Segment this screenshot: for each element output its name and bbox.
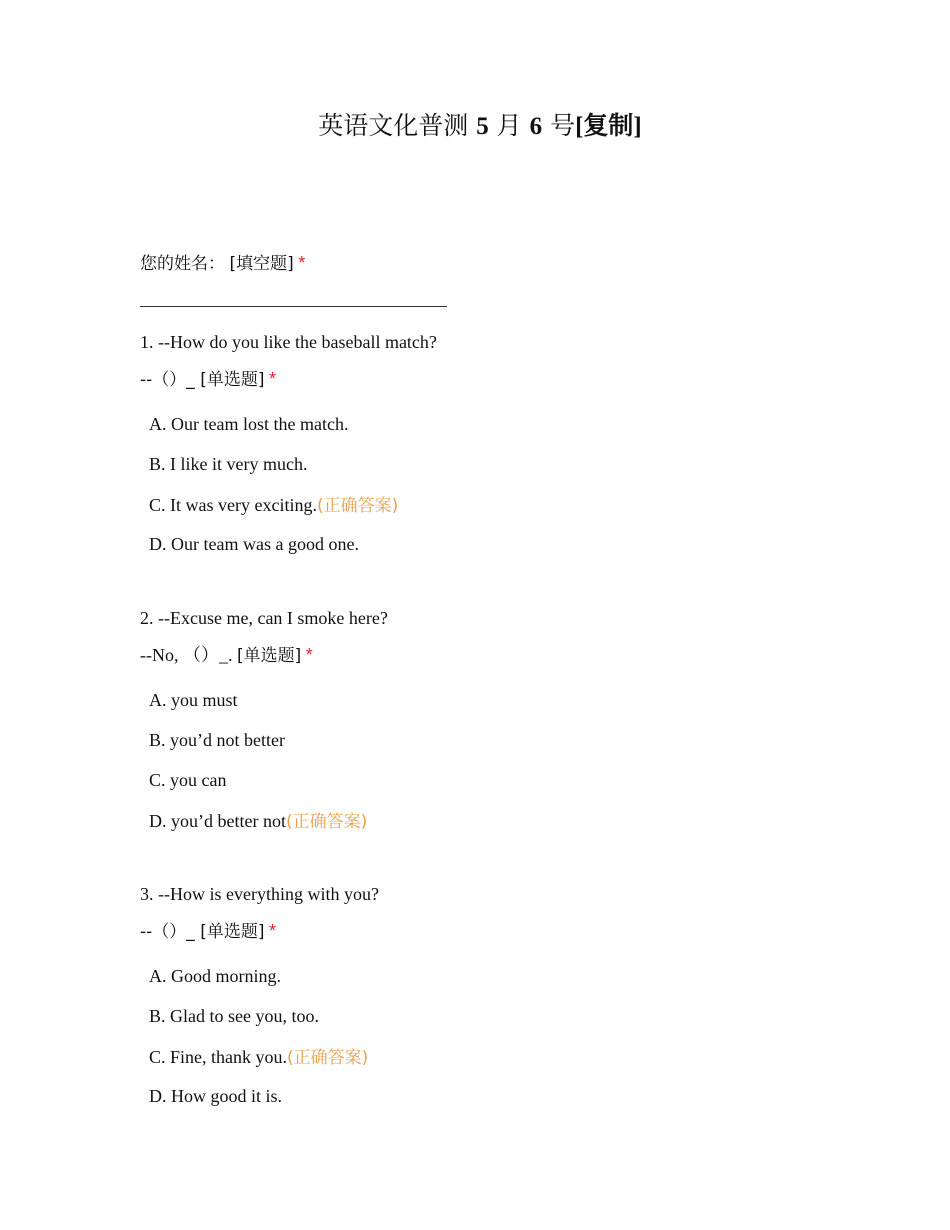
correct-answer-tag: (正确答案): [287, 1048, 369, 1068]
question-1-prompt: [140, 367, 276, 392]
question-1-option-c[interactable]: [149, 493, 398, 518]
question-3-option-b[interactable]: B. Glad to see you, too.: [149, 1006, 319, 1026]
question-3-option-a[interactable]: A. Good morning.: [149, 966, 281, 986]
question-2-option-b[interactable]: B. you’d not better: [149, 730, 285, 750]
option-text: C. It was very exciting.: [149, 495, 317, 515]
question-2-option-d[interactable]: [149, 809, 367, 834]
question-1-option-d[interactable]: D. Our team was a good one.: [149, 534, 359, 554]
question-2-blank: --No, （）_.: [140, 645, 237, 665]
required-star: *: [298, 253, 306, 273]
name-type-tag: [填空题]: [229, 254, 294, 274]
question-1-option-b[interactable]: B. I like it very much.: [149, 454, 308, 474]
question-3-text: 3. --How is everything with you?: [140, 884, 379, 904]
required-star: *: [268, 921, 276, 941]
question-2-option-a[interactable]: A. you must: [149, 690, 238, 710]
question-2-type-tag: [单选题]: [237, 646, 302, 666]
title-copy-tag: [复制]: [575, 113, 642, 140]
title-text-2: 月: [496, 111, 522, 140]
question-1-option-a[interactable]: A. Our team lost the match.: [149, 414, 349, 434]
question-1-text: 1. --How do you like the baseball match?: [140, 332, 437, 352]
page-title: [0, 108, 950, 145]
question-1-type-tag: [单选题]: [200, 370, 265, 390]
question-3-option-c[interactable]: [149, 1045, 368, 1070]
question-2-prompt: [140, 643, 313, 668]
required-star: *: [305, 645, 313, 665]
title-month: 5: [476, 113, 489, 140]
question-1-blank: --（）_: [140, 370, 201, 390]
question-3-option-d[interactable]: D. How good it is.: [149, 1086, 283, 1106]
option-text: D. you’d better not: [149, 811, 286, 831]
correct-answer-tag: (正确答案): [316, 496, 399, 516]
option-text: C. Fine, thank you.: [149, 1047, 287, 1067]
question-2-text: 2. --Excuse me, can I smoke here?: [140, 608, 388, 628]
required-star: *: [268, 369, 276, 389]
question-3-type-tag: [单选题]: [200, 922, 265, 942]
question-2-option-c[interactable]: C. you can: [149, 770, 227, 790]
name-label: 您的姓名：: [140, 254, 225, 274]
title-text-1: 英语文化普测: [318, 111, 469, 140]
name-answer-blank[interactable]: [140, 306, 447, 307]
question-3-blank: --（）_: [140, 922, 201, 942]
correct-answer-tag: (正确答案): [285, 812, 368, 832]
title-day: 6: [529, 113, 543, 140]
title-text-3: 号: [550, 111, 576, 140]
question-3-prompt: [140, 919, 276, 944]
name-question: [140, 251, 305, 276]
